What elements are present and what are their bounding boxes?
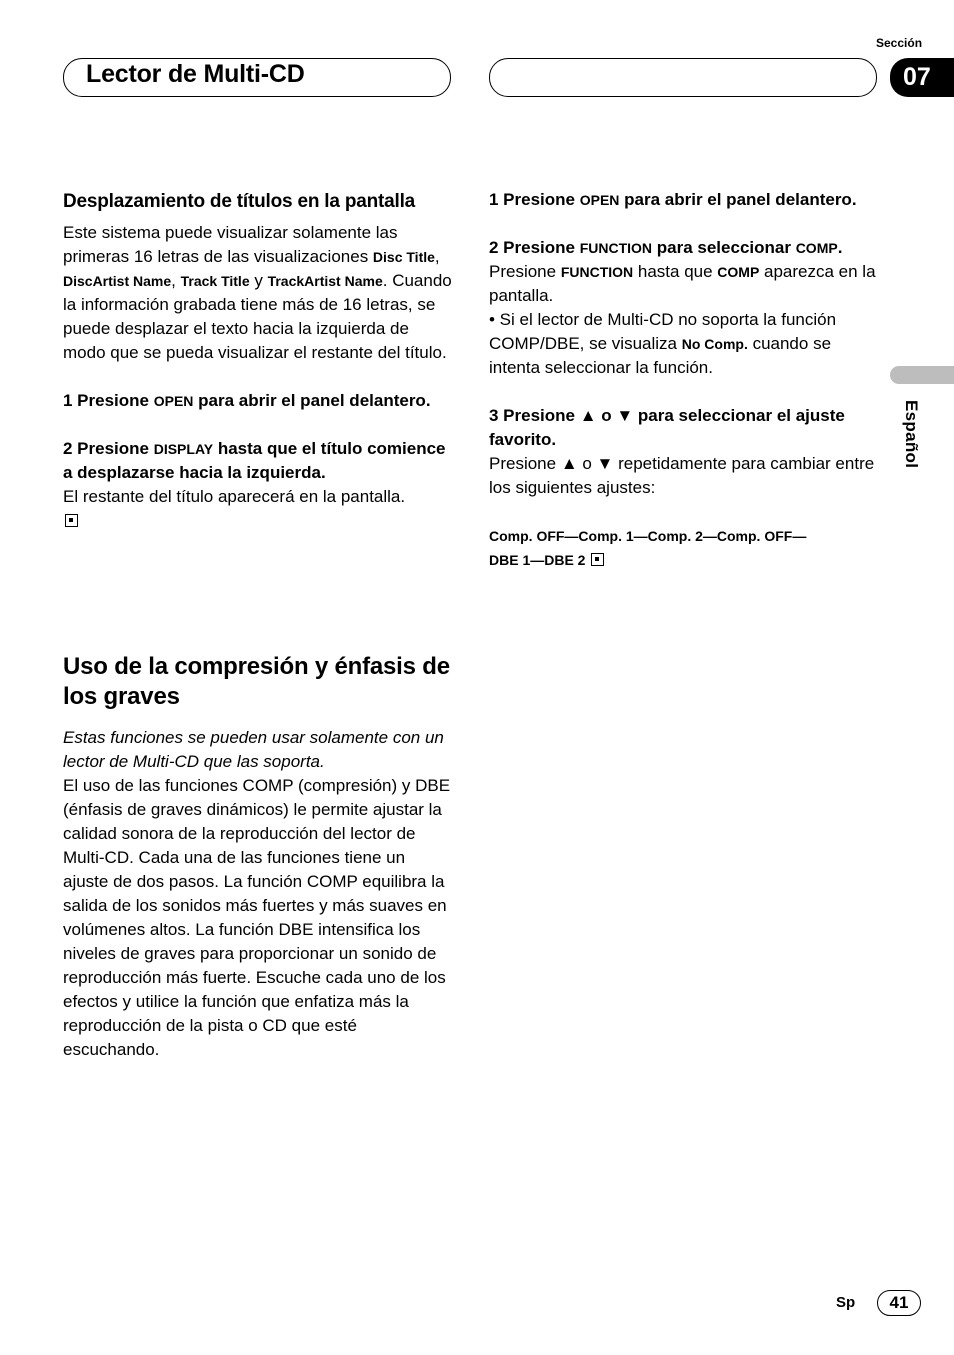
language-label: Español: [902, 400, 921, 469]
step-2-function: 2 Presione FUNCTION para seleccionar COMP.: [489, 238, 843, 257]
left-column-lower: [63, 652, 453, 1062]
section-label: Sección: [876, 36, 923, 50]
page-title: Lector de Multi-CD: [86, 60, 305, 88]
section-heading-scroll-titles: Desplazamiento de títulos en la pantalla: [63, 191, 416, 212]
no-comp-bullet: • Si el lector de Multi-CD no soporta la función COMP/DBE, se visualiza No Comp. cuando se intenta seleccionar la función.: [489, 310, 837, 377]
page-number: 41: [877, 1290, 921, 1316]
italic-note: Estas funciones se pueden usar solamente con un lector de Multi-CD que las soporta.: [63, 728, 444, 771]
step-3-body: Presione ▲ o ▼ repetidamente para cambiar entre los siguientes ajustes:: [489, 454, 875, 497]
language-tab-marker: [890, 366, 954, 384]
step-2-body-right: Presione FUNCTION hasta que COMP aparezca en la pantalla.: [489, 262, 876, 305]
right-column: [489, 188, 879, 572]
end-mark-icon: [65, 514, 78, 527]
blank-header-frame: [489, 58, 877, 97]
intro-paragraph: Este sistema puede visualizar solamente las primeras 16 letras de las visualizaciones Disc Title, DiscArtist Name, Track Title y TrackArtist Name. Cuando la información grabada tiene más de 16 letras, se puede desplazar el texto hacia la izquierda de modo que se pueda visualizar el restante del título.: [63, 223, 452, 362]
step-2-display: 2 Presione DISPLAY hasta que el título comience a desplazarse hacia la izquierda.: [63, 439, 446, 482]
end-mark-icon: [591, 553, 604, 566]
section-heading-comp-dbe: Uso de la compresión y énfasis de los graves: [63, 653, 450, 710]
comp-dbe-body: El uso de las funciones COMP (compresión) y DBE (énfasis de graves dinámicos) le permite ajustar la calidad sonora de la reproducción del lector de Multi-CD. Cada una de las funciones tiene un ajuste de dos pasos. La función COMP equilibra la salida de los sonidos más fuertes y más suaves en volúmenes altos. La función DBE intensifica los niveles de graves para proporcionar un sonido de reproducción más fuerte. Escuche cada uno de los efectos y utilice la función que enfatiza más la reproducción de la pista o CD que esté escuchando.: [63, 776, 451, 1059]
step-1-open-right: 1 Presione OPEN para abrir el panel delantero.: [489, 190, 857, 209]
step-1-open: 1 Presione OPEN para abrir el panel delantero.: [63, 391, 431, 410]
left-column: [63, 190, 453, 533]
step-2-body: El restante del título aparecerá en la pantalla.: [63, 485, 453, 533]
settings-sequence: Comp. OFF—Comp. 1—Comp. 2—Comp. OFF— DBE 1—DBE 2: [489, 528, 807, 568]
section-number-badge: 07: [890, 58, 954, 97]
step-3-adjust: 3 Presione ▲ o ▼ para seleccionar el ajuste favorito.: [489, 406, 845, 449]
footer-language-code: Sp: [836, 1294, 856, 1311]
